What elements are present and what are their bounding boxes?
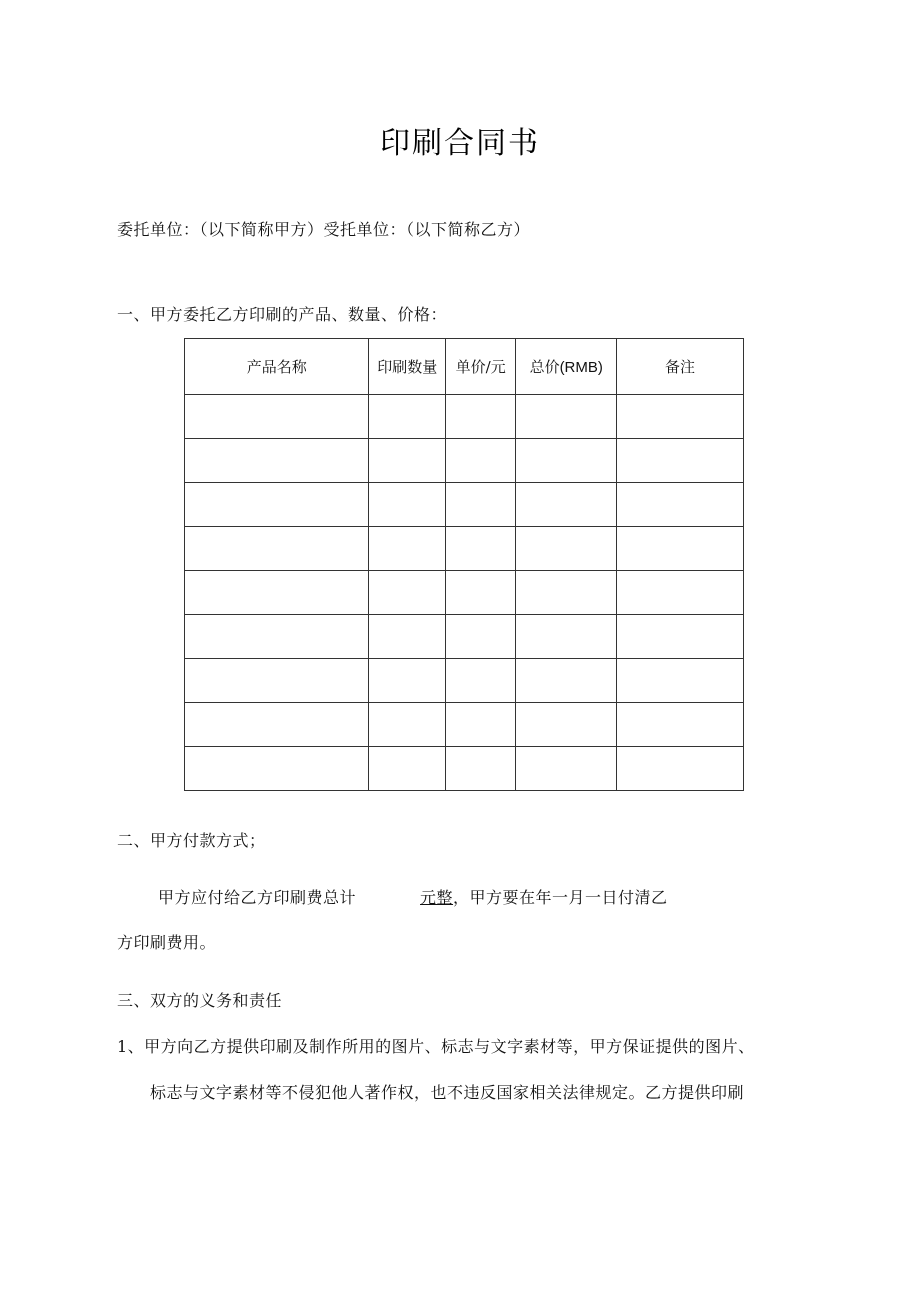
table-row [185,439,744,483]
table-cell [185,659,369,703]
table-cell [185,571,369,615]
table-header-row [185,339,744,395]
table-cell [445,747,516,791]
table-cell [516,395,616,439]
table-cell [445,615,516,659]
table-row [185,615,744,659]
table-cell [445,439,516,483]
table-cell [616,527,743,571]
table-row [185,659,744,703]
table-cell [185,483,369,527]
table-cell [185,395,369,439]
table-cell [516,483,616,527]
payment-suffix: ，甲方要在年一月一日付清乙 [453,888,668,907]
table-row [185,483,744,527]
section3-heading: 三、双方的义务和责任 [117,991,283,1010]
table-cell [516,571,616,615]
clause1-line1: 1、甲方向乙方提供印刷及制作所用的图片、标志与文字素材等，甲方保证提供的图片、 [117,1037,755,1056]
table-cell [616,747,743,791]
header-unit-price: 单价/元 [445,339,516,395]
section2-heading: 二、甲方付款方式； [117,831,266,850]
table-cell [516,747,616,791]
table-cell [516,659,616,703]
table-cell [185,747,369,791]
table-cell [445,659,516,703]
table-cell [369,703,445,747]
table-cell [185,615,369,659]
table-cell [616,483,743,527]
table-cell [516,615,616,659]
table-cell [185,439,369,483]
table-cell [369,483,445,527]
header-product-name: 产品名称 [185,339,369,395]
header-quantity: 印刷数量 [369,339,445,395]
table-row [185,395,744,439]
table-cell [616,659,743,703]
table-row [185,703,744,747]
table-cell [369,395,445,439]
table-cell [445,703,516,747]
header-total-price: 总价(RMB) [516,339,616,395]
table-cell [445,395,516,439]
table-cell [516,527,616,571]
table-cell [616,439,743,483]
section1-heading: 一、甲方委托乙方印刷的产品、数量、价格： [117,305,448,324]
table-cell [369,659,445,703]
table-cell [445,483,516,527]
table-cell [616,395,743,439]
table-cell [369,747,445,791]
table-cell [369,615,445,659]
document-title: 印刷合同书 [380,126,540,161]
table-cell [445,527,516,571]
table-cell [445,571,516,615]
table-row [185,571,744,615]
table-row [185,527,744,571]
payment-line [158,885,668,908]
table-cell [369,527,445,571]
clause1-line2: 标志与文字素材等不侵犯他人著作权，也不违反国家相关法律规定。乙方提供印刷 [150,1083,745,1102]
payment-amount-unit: 元整 [420,888,454,907]
table-cell [516,703,616,747]
table-cell [616,571,743,615]
table-cell [369,571,445,615]
table-cell [616,703,743,747]
table-cell [616,615,743,659]
table-row [185,747,744,791]
payment-line-2: 方印刷费用。 [117,933,217,952]
payment-prefix: 甲方应付给乙方印刷费总计 [158,888,357,907]
table-cell [516,439,616,483]
items-table [184,338,744,791]
table-cell [185,703,369,747]
parties-line: 委托单位：（以下简称甲方）受托单位：（以下简称乙方） [117,220,531,239]
table-cell [185,527,369,571]
header-remarks: 备注 [616,339,743,395]
table-cell [369,439,445,483]
